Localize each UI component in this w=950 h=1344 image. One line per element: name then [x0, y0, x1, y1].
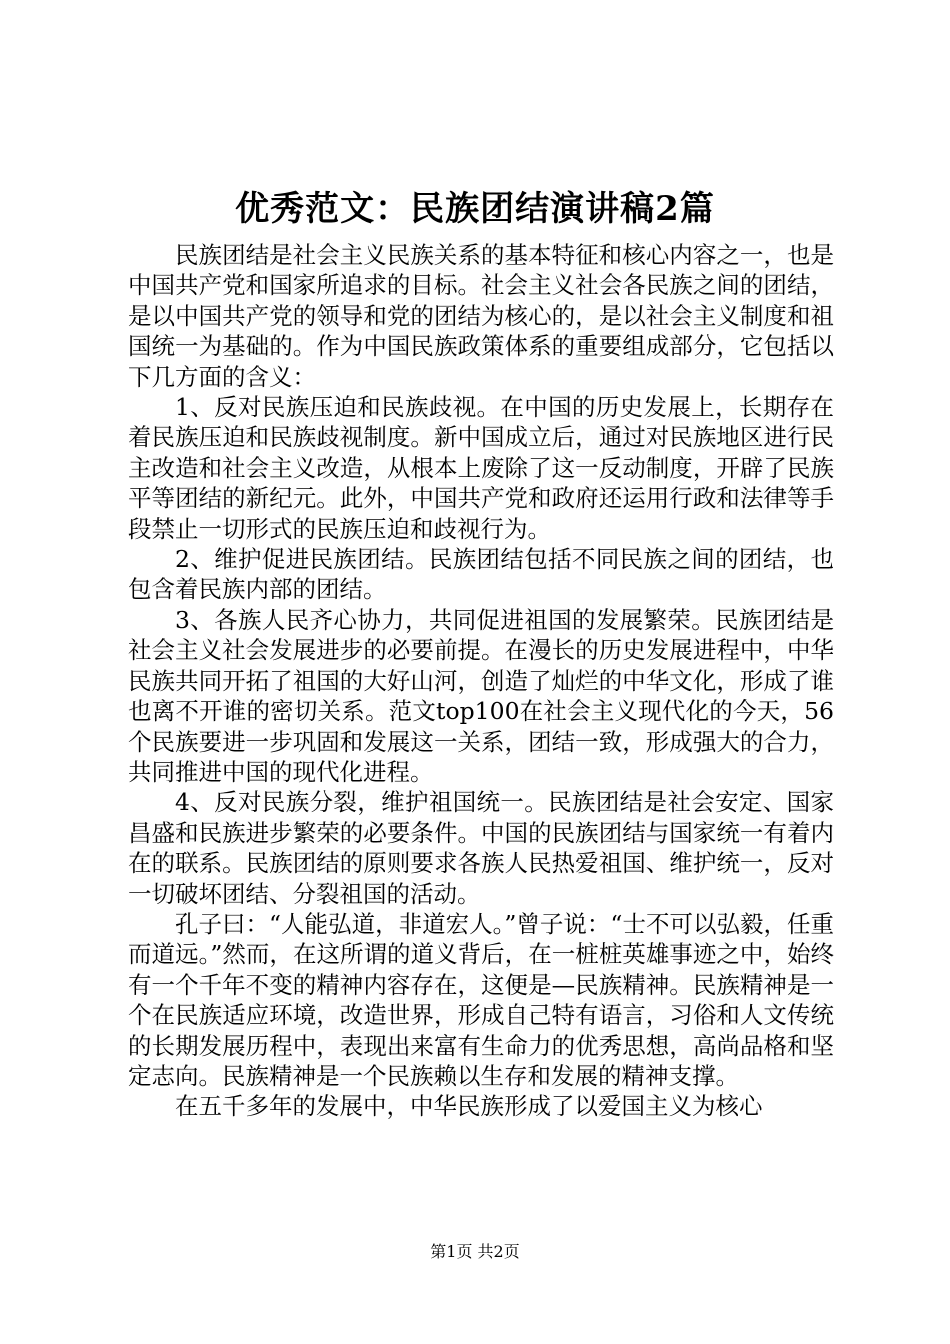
paragraph-point-1: 1、反对民族压迫和民族歧视。在中国的历史发展上，长期存在着民族压迫和民族歧视制度。新中国成立后，通过对民族地区进行民主改造和社会主义改造，从根本上废除了这一反动制度，开辟了民族平等团结的新纪元。此外，中国共产党和政府还运用行政和法律等手段禁止一切形式的民族压迫和歧视行为。	[128, 393, 834, 543]
document-title: 优秀范文：民族团结演讲稿2篇	[235, 189, 715, 229]
document-body	[128, 240, 834, 1122]
paragraph-national-spirit: 孔子曰：“人能弘道，非道宏人。”曾子说：“士不可以弘毅，任重而道远。”然而，在这所谓的道义背后，在一桩桩英雄事迹之中，始终有一个千年不变的精神内容存在，这便是—民族精神。民族精神是一个在民族适应环境，改造世界，形成自己特有语言，习俗和人文传统的长期发展历程中，表现出来富有生命力的优秀思想，高尚品格和坚定志向。民族精神是一个民族赖以生存和发展的精神支撑。	[128, 909, 834, 1090]
paragraph-point-2: 2、维护促进民族团结。民族团结包括不同民族之间的团结，也包含着民族内部的团结。	[128, 545, 834, 604]
paragraph-continued: 在五千多年的发展中，中华民族形成了以爱国主义为核心	[175, 1092, 763, 1121]
paragraph-point-3: 3、各族人民齐心协力，共同促进祖国的发展繁荣。民族团结是社会主义社会发展进步的必要前提。在漫长的历史发展进程中，中华民族共同开拓了祖国的大好山河，创造了灿烂的中华文化，形成了谁也离不开谁的密切关系。范文top100在社会主义现代化的今天，56个民族要进一步巩固和发展这一关系，团结一致，形成强大的合力，共同推进中国的现代化进程。	[128, 605, 834, 786]
page-number-footer: 第1页 共2页	[430, 1242, 520, 1261]
paragraph-intro: 民族团结是社会主义民族关系的基本特征和核心内容之一，也是中国共产党和国家所追求的目标。社会主义社会各民族之间的团结，是以中国共产党的领导和党的团结为核心的，是以社会主义制度和祖国统一为基础的。作为中国民族政策体系的重要组成部分，它包括以下几方面的含义：	[128, 241, 834, 391]
paragraph-point-4: 4、反对民族分裂，维护祖国统一。民族团结是社会安定、国家昌盛和民族进步繁荣的必要条件。中国的民族团结与国家统一有着内在的联系。民族团结的原则要求各族人民热爱祖国、维护统一，反对一切破坏团结、分裂祖国的活动。	[128, 788, 834, 908]
